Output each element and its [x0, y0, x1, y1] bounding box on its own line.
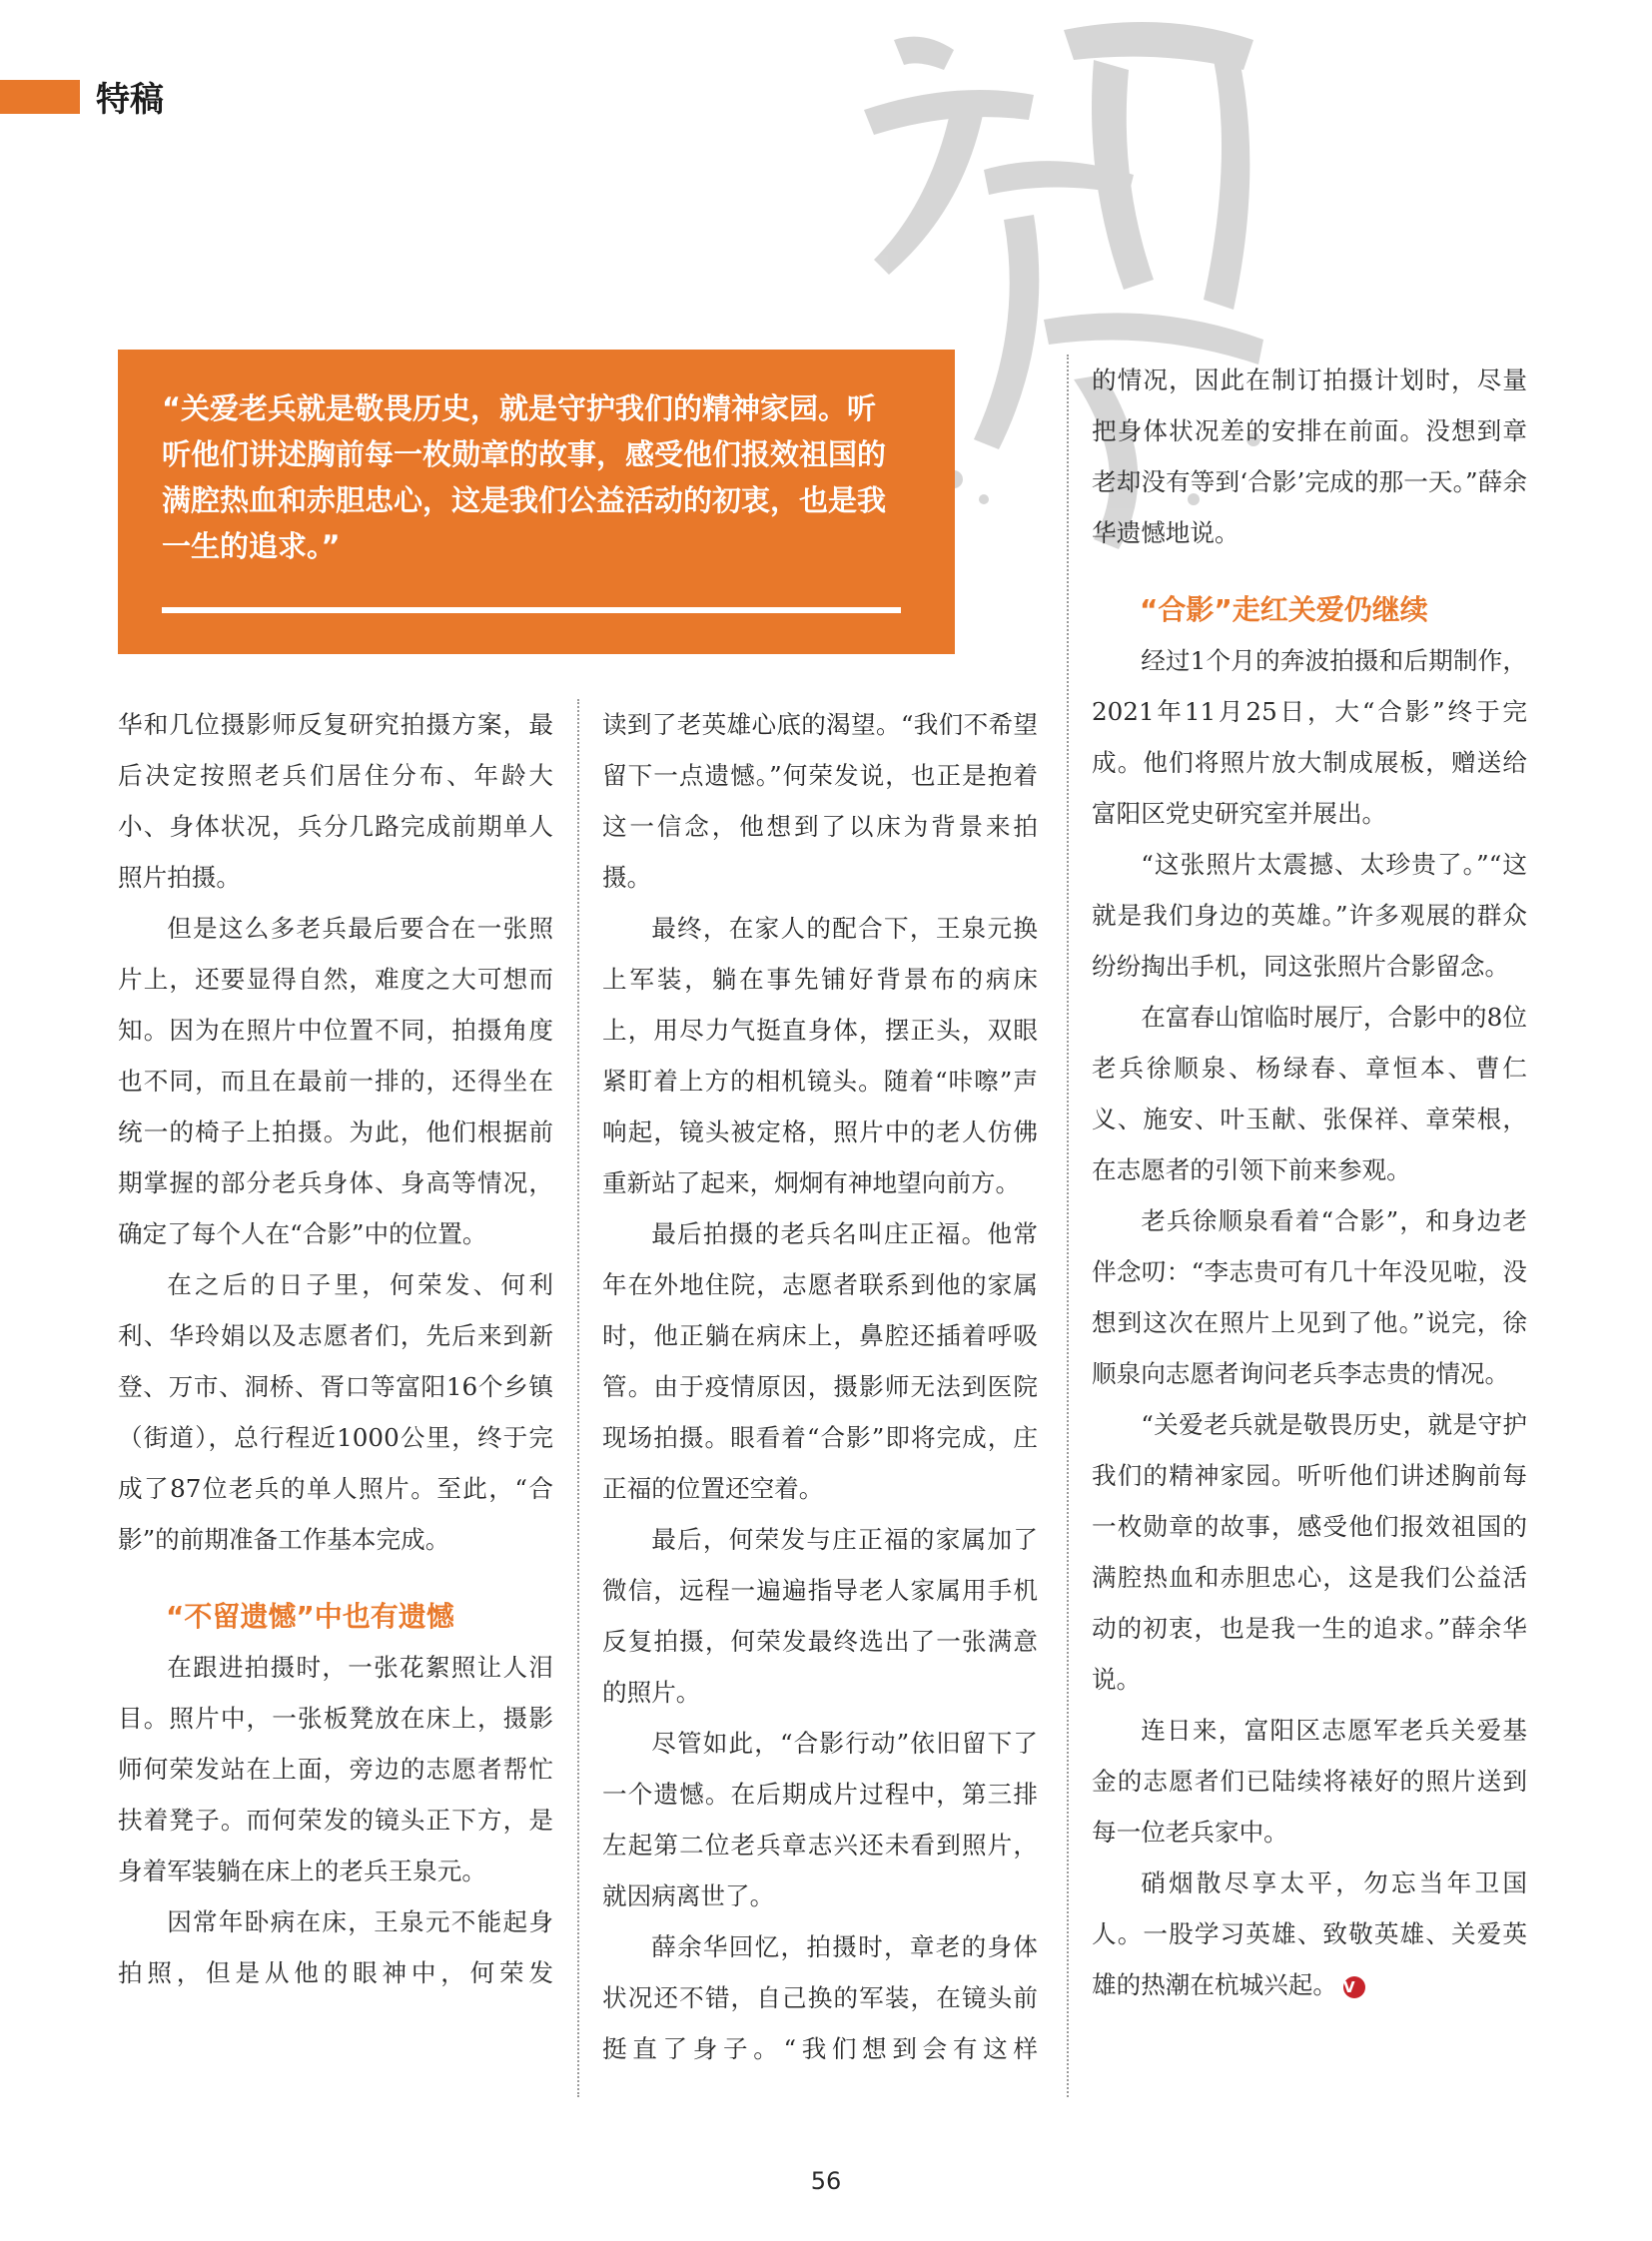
pullquote-rule: [162, 607, 901, 613]
paragraph: 读到了老英雄心底的渴望。“我们不希望留下一点遗憾。”何荣发说，也正是抱着这一信念，他想到了以床为背景来拍摄。: [602, 710, 1038, 892]
paragraph: 的情况，因此在制订拍摄计划时，尽量把身体状况差的安排在前面。没想到章老却没有等到‘合影’完成的那一天。”薛余华遗憾地说。: [1092, 366, 1527, 547]
paragraph: 最后，何荣发与庄正福的家属加了微信，远程一遍遍指导老人家属用手机反复拍摄，何荣发最终选出了一张满意的照片。: [602, 1525, 1038, 1707]
section-heading: “不留遗憾”中也有遗憾: [166, 1600, 454, 1633]
article-column-1: [118, 699, 553, 1998]
paragraph: 华和几位摄影师反复研究拍摄方案，最后决定按照老兵们居住分布、年龄大小、身体状况，兵分几路完成前期单人照片拍摄。: [118, 710, 553, 892]
section-label: 特稿: [96, 80, 164, 120]
paragraph: 尽管如此，“合影行动”依旧留下了一个遗憾。在后期成片过程中，第三排左起第二位老兵章志兴还未看到照片，就因病离世了。: [602, 1729, 1038, 1910]
paragraph: 在富春山馆临时展厅，合影中的8位老兵徐顺泉、杨绿春、章恒本、曹仁义、施安、叶玉献、张保祥、章荣根，在志愿者的引领下前来参观。: [1092, 1003, 1527, 1184]
paragraph: 经过1个月的奔波拍摄和后期制作，2021年11月25日，大“合影”终于完成。他们将照片放大制成展板，赠送给富阳区党史研究室并展出。: [1092, 646, 1527, 828]
paragraph: 最后拍摄的老兵名叫庄正福。他常年在外地住院，志愿者联系到他的家属时，他正躺在病床上，鼻腔还插着呼吸管。由于疫情原因，摄影师无法到医院现场拍摄。眼看着“合影”即将完成，庄正福的位置还空着。: [602, 1219, 1038, 1503]
page-number: 56: [810, 2167, 842, 2195]
pullquote-text: “关爱老兵就是敬畏历史，就是守护我们的精神家园。听听他们讲述胸前每一枚勋章的故事，感受他们报效祖国的满腔热血和赤胆忠心，这是我们公益活动的初衷，也是我一生的追求。”: [162, 391, 887, 563]
paragraph: “关爱老兵就是敬畏历史，就是守护我们的精神家园。听听他们讲述胸前每一枚勋章的故事，感受他们报效祖国的满腔热血和赤胆忠心，这是我们公益活动的初衷，也是我一生的追求。”薛余华说。: [1092, 1410, 1527, 1694]
paragraph: 在之后的日子里，何荣发、何利利、华玲娟以及志愿者们，先后来到新登、万市、洞桥、胥口等富阳16个乡镇（街道），总行程近1000公里，终于完成了87位老兵的单人照片。至此，“合影”的前期准备工作基本完成。: [118, 1270, 553, 1554]
closing-paragraph-text: 硝烟散尽享太平，勿忘当年卫国人。一股学习英雄、致敬英雄、关爱英雄的热潮在杭城兴起。: [1092, 1868, 1527, 1999]
paragraph: 但是这么多老兵最后要合在一张照片上，还要显得自然，难度之大可想而知。因为在照片中位置不同，拍摄角度也不同，而且在最前一排的，还得坐在统一的椅子上拍摄。为此，他们根据前期掌握的部分老兵身体、身高等情况，确定了每个人在“合影”中的位置。: [118, 914, 553, 1248]
end-mark-icon: V: [1343, 1976, 1365, 1998]
article-column-3: [1092, 355, 1527, 2010]
paragraph: 在跟进拍摄时，一张花絮照让人泪目。照片中，一张板凳放在床上，摄影师何荣发站在上面，旁边的志愿者帮忙扶着凳子。而何荣发的镜头正下方，是身着军装躺在床上的老兵王泉元。: [118, 1653, 553, 1885]
paragraph: “这张照片太震撼、太珍贵了。”“这就是我们身边的英雄。”许多观展的群众纷纷掏出手机，同这张照片合影留念。: [1092, 850, 1527, 981]
article-column-2: [602, 699, 1038, 2074]
paragraph: 因常年卧病在床，王泉元不能起身拍照，但是从他的眼神中，何荣发: [118, 1907, 553, 1987]
paragraph: [1092, 1858, 1527, 2010]
section-heading: “合影”走红关爱仍继续: [1140, 593, 1428, 626]
paragraph: 连日来，富阳区志愿军老兵关爱基金的志愿者们已陆续将裱好的照片送到每一位老兵家中。: [1092, 1716, 1527, 1847]
pullquote-box: [118, 350, 955, 654]
section-color-bar: [0, 80, 80, 114]
paragraph: 老兵徐顺泉看着“合影”，和身边老伴念叨：“李志贵可有几十年没见啦，没想到这次在照片上见到了他。”说完，徐顺泉向志愿者询问老兵李志贵的情况。: [1092, 1206, 1527, 1388]
paragraph: 最终，在家人的配合下，王泉元换上军装，躺在事先铺好背景布的病床上，用尽力气挺直身体，摆正头，双眼紧盯着上方的相机镜头。随着“咔嚓”声响起，镜头被定格，照片中的老人仿佛重新站了起来，炯炯有神地望向前方。: [602, 914, 1038, 1197]
column-divider: [1067, 355, 1069, 2097]
column-divider: [577, 699, 579, 2097]
paragraph: 薛余华回忆，拍摄时，章老的身体状况还不错，自己换的军装，在镜头前挺直了身子。“我们想到会有这样: [602, 1932, 1038, 2063]
